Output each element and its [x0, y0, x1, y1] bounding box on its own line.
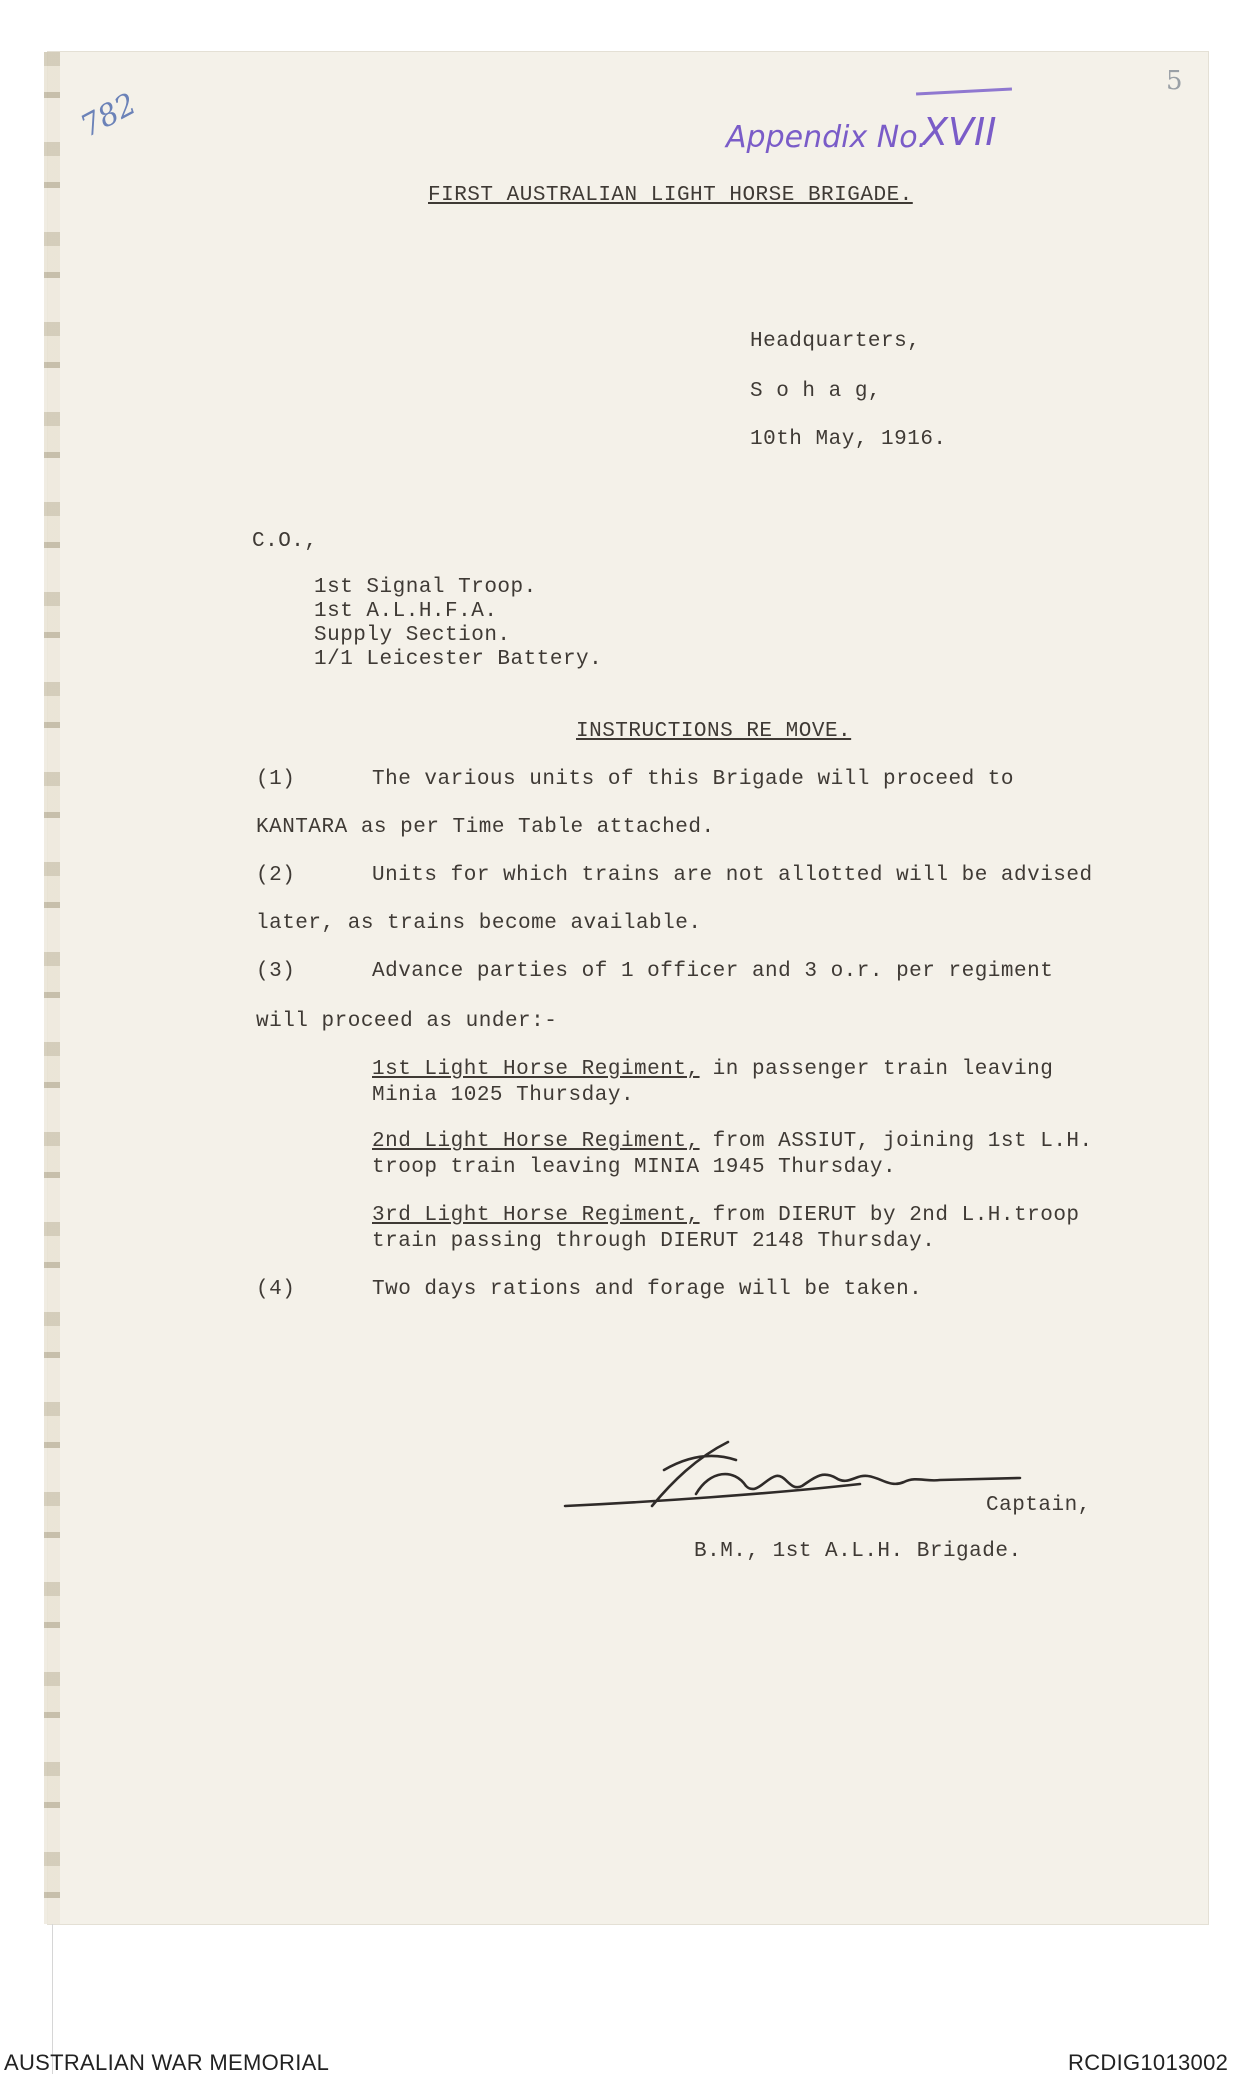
regiment-name: 2nd Light Horse Regiment, — [372, 1130, 700, 1153]
paragraph-number: (1) — [256, 768, 296, 791]
addressee-unit: Supply Section. — [314, 624, 511, 647]
sub-item-line — [372, 1130, 1093, 1153]
sub-item-line: Minia 1025 Thursday. — [372, 1084, 635, 1107]
regiment-name: 3rd Light Horse Regiment, — [372, 1204, 700, 1227]
folio-number: 782 — [75, 86, 143, 145]
appendix-stamp: Appendix No. — [726, 120, 928, 155]
sub-item-line: troop train leaving MINIA 1945 Thursday. — [372, 1156, 897, 1179]
sub-item-text: from DIERUT by 2nd L.H.troop — [699, 1204, 1080, 1227]
addressee-unit: 1st A.L.H.F.A. — [314, 600, 498, 623]
sub-item-line — [372, 1058, 1053, 1081]
paragraph-text: The various units of this Brigade will proceed to — [372, 768, 1015, 791]
paragraph-number: (4) — [256, 1278, 296, 1301]
footer-archive: AUSTRALIAN WAR MEMORIAL — [4, 2050, 330, 2075]
page-number: 5 — [1166, 66, 1183, 96]
letter-date: 10th May, 1916. — [750, 428, 947, 451]
sub-item-text: from ASSIUT, joining 1st L.H. — [699, 1130, 1093, 1153]
document-title: FIRST AUSTRALIAN LIGHT HORSE BRIGADE. — [428, 184, 913, 207]
paragraph-number: (3) — [256, 960, 296, 983]
salutation: C.O., — [252, 530, 318, 553]
signatory-rank: Captain, — [986, 1494, 1091, 1517]
signature-image — [560, 1430, 1030, 1520]
signatory-role: B.M., 1st A.L.H. Brigade. — [694, 1540, 1022, 1563]
address-line-2: S o h a g, — [750, 380, 882, 403]
address-line-1: Headquarters, — [750, 330, 921, 353]
paragraph-text: later, as trains become available. — [256, 912, 702, 935]
regiment-name: 1st Light Horse Regiment, — [372, 1058, 700, 1081]
subject-heading: INSTRUCTIONS RE MOVE. — [576, 720, 852, 743]
footer-reference: RCDIG1013002 — [1068, 2050, 1229, 2075]
sub-item-line: train passing through DIERUT 2148 Thursday. — [372, 1230, 936, 1253]
paragraph-number: (2) — [256, 864, 296, 887]
document-sheet — [48, 52, 1208, 1924]
addressee-unit: 1st Signal Troop. — [314, 576, 537, 599]
appendix-number: XVII — [922, 110, 997, 154]
paragraph-text: Advance parties of 1 officer and 3 o.r. per regiment — [372, 960, 1054, 983]
paragraph-text: Units for which trains are not allotted will be advised — [372, 864, 1093, 887]
paragraph-text: will proceed as under:- — [256, 1010, 558, 1033]
binding-edge — [44, 52, 60, 1924]
addressee-unit: 1/1 Leicester Battery. — [314, 648, 603, 671]
sub-item-text: in passenger train leaving — [699, 1058, 1054, 1081]
paragraph-text: Two days rations and forage will be taken. — [372, 1278, 923, 1301]
sub-item-line — [372, 1204, 1080, 1227]
paragraph-text: KANTARA as per Time Table attached. — [256, 816, 715, 839]
